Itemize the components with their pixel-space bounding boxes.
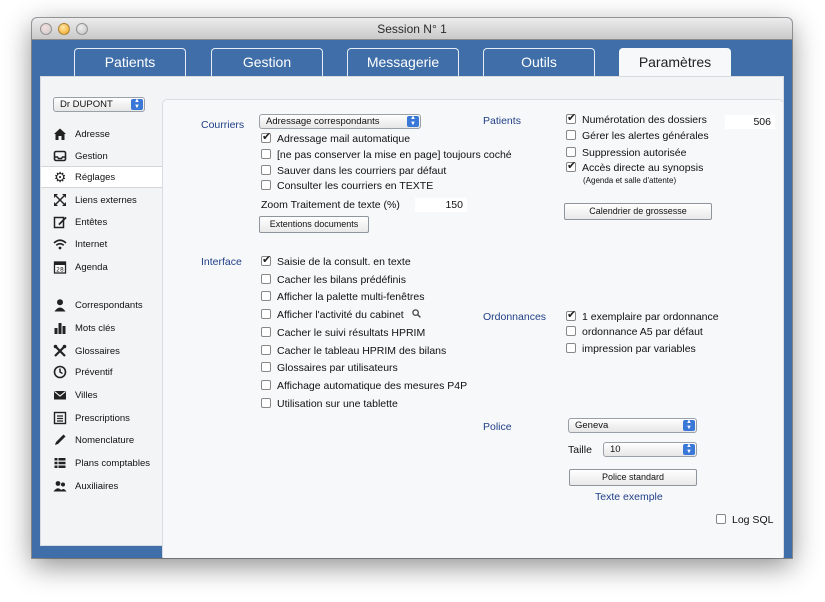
checkbox-label: Adressage mail automatique — [277, 133, 411, 145]
checkbox-label: Cacher le suivi résultats HPRIM — [277, 327, 426, 339]
checkbox-label: Accès directe au synopsis — [582, 162, 704, 174]
select-arrows-icon: ▲ ▼ — [407, 116, 419, 127]
checkbox-box[interactable] — [261, 133, 271, 143]
font-select[interactable] — [568, 418, 697, 433]
checkbox-impression-variables[interactable] — [566, 343, 696, 355]
checkbox-label: Consulter les courriers en TEXTE — [277, 180, 434, 192]
list-icon — [53, 411, 67, 425]
sidebar-item-label: Villes — [75, 390, 98, 401]
clock-icon — [53, 365, 67, 379]
checkbox-box[interactable] — [716, 514, 726, 524]
bar-chart-icon — [53, 321, 67, 335]
app-window — [32, 18, 792, 558]
police-section-label: Police — [483, 421, 512, 433]
sidebar-item-label: Internet — [75, 239, 108, 250]
sidebar-item-preventif[interactable] — [41, 362, 164, 384]
checkbox-box[interactable] — [566, 114, 576, 124]
courriers-section-label: Courriers — [201, 119, 245, 131]
checkbox-label: Suppression autorisée — [582, 147, 687, 159]
checkbox-ordonnance-a5[interactable] — [566, 326, 703, 338]
checkbox-tablette[interactable] — [261, 398, 398, 410]
sidebar-item-internet[interactable] — [41, 234, 164, 256]
checkbox-palette-multi-fenetres[interactable] — [261, 291, 424, 303]
ledger-icon — [53, 456, 67, 470]
checkbox-glossaires-utilisateurs[interactable] — [261, 362, 398, 374]
tab-patients[interactable]: Patients — [74, 48, 186, 76]
checkbox-box[interactable] — [566, 130, 576, 140]
checkbox-mise-en-page[interactable] — [261, 149, 512, 161]
user-select[interactable] — [53, 97, 145, 112]
sidebar-item-label: Auxiliaires — [75, 481, 119, 492]
pen-icon — [53, 433, 67, 447]
sidebar-item-mots-cles[interactable] — [41, 318, 164, 340]
checkbox-box[interactable] — [261, 165, 271, 175]
sidebar-item-nomenclature[interactable] — [41, 430, 164, 452]
checkbox-sauver-courriers[interactable] — [261, 165, 446, 177]
checkbox-label: Afficher la palette multi-fenêtres — [277, 291, 425, 303]
sidebar-item-glossaires[interactable] — [41, 341, 164, 363]
tab-messagerie[interactable]: Messagerie — [347, 48, 459, 76]
checkbox-label: Cacher les bilans prédéfinis — [277, 274, 406, 286]
gear-icon: ⚙ — [53, 169, 67, 185]
tab-parametres[interactable]: Paramètres — [619, 48, 731, 78]
tools-icon — [53, 344, 67, 358]
people-icon — [53, 479, 67, 493]
title-bar — [32, 18, 792, 40]
checkbox-box[interactable] — [261, 345, 271, 355]
checkbox-exemplaire-ordonnance[interactable] — [566, 311, 719, 323]
checkbox-box[interactable] — [261, 180, 271, 190]
checkbox-label: Log SQL — [732, 514, 774, 526]
sidebar-item-reglages[interactable] — [41, 166, 164, 188]
sidebar-item-agenda[interactable] — [41, 257, 164, 279]
zoom-label: Zoom Traitement de texte (%) — [261, 199, 400, 211]
courriers-select-value: Adressage correspondants — [266, 116, 380, 127]
checkbox-box[interactable] — [566, 147, 576, 157]
sidebar-item-label: Prescriptions — [75, 413, 130, 424]
window-title: Session N° 1 — [377, 22, 447, 36]
checkbox-label: impression par variables — [582, 343, 696, 355]
extensions-documents-button[interactable]: Extentions documents — [259, 216, 369, 233]
settings-panel — [162, 99, 784, 558]
checkbox-numerotation-dossiers[interactable] — [566, 114, 707, 126]
checkbox-cacher-bilans[interactable] — [261, 274, 406, 286]
taille-label: Taille — [568, 444, 592, 456]
checkbox-box[interactable] — [261, 291, 271, 301]
magnifier-icon[interactable] — [412, 309, 421, 321]
checkbox-box[interactable] — [261, 362, 271, 372]
sidebar-item-label: Mots clés — [75, 323, 116, 334]
select-arrows-icon: ▲ ▼ — [683, 420, 695, 431]
calendrier-grossesse-button[interactable]: Calendrier de grossesse — [564, 203, 712, 220]
checkbox-log-sql[interactable] — [716, 514, 773, 526]
checkbox-box[interactable] — [261, 149, 271, 159]
checkbox-box[interactable] — [566, 343, 576, 353]
inbox-icon — [53, 149, 67, 163]
sidebar-item-villes[interactable] — [41, 385, 164, 407]
sidebar-item-label: Agenda — [75, 262, 108, 273]
sidebar-item-correspondants[interactable] — [41, 295, 164, 317]
dossier-number-field[interactable]: 506 — [725, 115, 775, 129]
checkbox-mesures-p4p[interactable] — [261, 380, 467, 392]
checkbox-label: [ne pas conserver la mise en page] toujours coché — [277, 149, 512, 161]
checkbox-acces-synopsis[interactable] — [566, 162, 703, 174]
house-icon — [53, 127, 67, 141]
sidebar-item-label: Liens externes — [75, 195, 137, 206]
expand-arrows-icon — [53, 193, 67, 207]
taille-select-value: 10 — [610, 444, 621, 455]
sidebar-item-label: Gestion — [75, 151, 108, 162]
sidebar-item-label: Adresse — [75, 129, 110, 140]
checkbox-box[interactable] — [261, 327, 271, 337]
texte-exemple-link[interactable]: Texte exemple — [595, 491, 663, 503]
sidebar-item-label: Préventif — [75, 367, 113, 378]
sidebar-item-plans-comptables[interactable] — [41, 453, 164, 475]
checkbox-label: Cacher le tableau HPRIM des bilans — [277, 345, 447, 357]
synopsis-note: (Agenda et salle d'attente) — [583, 176, 677, 185]
sidebar-item-label: Plans comptables — [75, 458, 150, 469]
checkbox-box[interactable] — [566, 162, 576, 172]
taille-select[interactable] — [603, 442, 697, 457]
checkbox-suppression-autorisee[interactable] — [566, 147, 686, 159]
courriers-select[interactable] — [259, 114, 421, 129]
settings-content — [40, 76, 784, 546]
checkbox-box[interactable] — [261, 309, 271, 319]
checkbox-label: Glossaires par utilisateurs — [277, 362, 398, 374]
sidebar-item-gestion[interactable] — [41, 146, 164, 168]
tab-outils[interactable]: Outils — [483, 48, 595, 76]
calendar-icon — [53, 260, 67, 274]
envelope-icon — [53, 388, 67, 402]
select-arrows-icon: ▲ ▼ — [683, 444, 695, 455]
checkbox-suivi-hprim[interactable] — [261, 327, 425, 339]
checkbox-label: Saisie de la consult. en texte — [277, 256, 411, 268]
sidebar-item-label: Entêtes — [75, 217, 108, 228]
font-select-value: Geneva — [575, 420, 609, 431]
checkbox-box[interactable] — [261, 380, 271, 390]
checkbox-label: Numérotation des dossiers — [582, 114, 707, 126]
checkbox-box[interactable] — [566, 326, 576, 336]
checkbox-box[interactable] — [261, 256, 271, 266]
checkbox-label: Utilisation sur une tablette — [277, 398, 398, 410]
checkbox-activite-cabinet[interactable] — [261, 309, 421, 321]
checkbox-box[interactable] — [261, 274, 271, 284]
interface-section-label: Interface — [201, 256, 242, 268]
checkbox-saisie-texte[interactable] — [261, 256, 411, 268]
checkbox-box[interactable] — [566, 311, 576, 321]
police-standard-button[interactable]: Police standard — [569, 469, 697, 486]
checkbox-label: ordonnance A5 par défaut — [582, 326, 703, 338]
edit-icon — [53, 215, 67, 229]
sidebar-item-prescriptions[interactable] — [41, 408, 164, 430]
user-select-value: Dr DUPONT — [60, 99, 113, 110]
sidebar-item-label: Correspondants — [75, 300, 143, 311]
checkbox-label: Afficher l'activité du cabinet — [277, 309, 404, 321]
checkbox-alertes-generales[interactable] — [566, 130, 709, 142]
sidebar-item-label: Réglages — [75, 172, 116, 183]
ordonnances-section-label: Ordonnances — [483, 311, 547, 323]
checkbox-label: Gérer les alertes générales — [582, 130, 709, 142]
person-icon — [53, 298, 67, 312]
checkbox-adressage-mail[interactable] — [261, 133, 410, 145]
sidebar-item-adresse[interactable] — [41, 124, 164, 146]
select-arrows-icon: ▲ ▼ — [131, 99, 143, 110]
checkbox-label: 1 exemplaire par ordonnance — [582, 311, 719, 323]
calendar-day: 28 — [56, 266, 64, 274]
checkbox-tableau-hprim[interactable] — [261, 345, 446, 357]
checkbox-label: Affichage automatique des mesures P4P — [277, 380, 468, 392]
patients-section-label: Patients — [483, 115, 521, 127]
sidebar-item-label: Nomenclature — [75, 435, 135, 446]
checkbox-courriers-texte[interactable] — [261, 180, 433, 192]
sidebar-item-auxiliaires[interactable] — [41, 476, 164, 498]
sidebar-item-liens-externes[interactable] — [41, 190, 164, 212]
tab-gestion[interactable]: Gestion — [211, 48, 323, 76]
sidebar-item-label: Glossaires — [75, 346, 120, 357]
checkbox-box[interactable] — [261, 398, 271, 408]
checkbox-label: Sauver dans les courriers par défaut — [277, 165, 447, 177]
zoom-input[interactable]: 150 — [415, 198, 467, 212]
wifi-icon — [53, 237, 67, 251]
sidebar-item-entetes[interactable] — [41, 212, 164, 234]
